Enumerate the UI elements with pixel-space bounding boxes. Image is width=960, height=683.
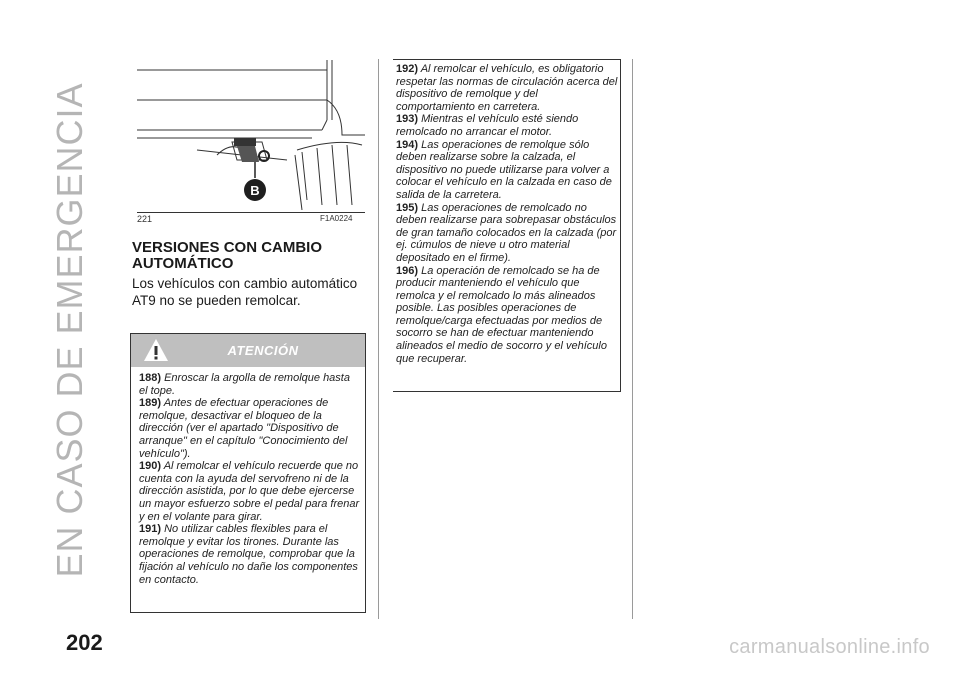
chapter-side-title: EN CASO DE EMERGENCIA [49, 82, 90, 578]
figure-number: 221 [137, 214, 153, 224]
warning-note-191: 191) No utilizar cables flexibles para el remolque y evitar los tirones. Durante las operaciones de remolque, comprobar que la fijación al vehículo no dañe los componentes en contacto. [139, 523, 358, 586]
warning-box [130, 333, 366, 613]
figure-code: F1A0224 [320, 214, 353, 223]
warning-note-190: 190) Al remolcar el vehículo recuerde que no cuenta con la ayuda del servofreno ni de la dirección asistida, por lo que debe ejercerse un mayor esfuerzo sobre el pedal para frenar y en el volante para girar. [139, 460, 360, 523]
figure-caption-rule [137, 212, 365, 213]
warning-continued-notes [393, 60, 620, 365]
warning-note-194: 194) Las operaciones de remolque sólo deben realizarse sobre la calzada, el dispositivo no puede utilizarse para volver a colocar el vehículo en la calzada en caso de salida de la carretera. [396, 138, 612, 201]
warning-title: ATENCIÓN [227, 343, 299, 358]
warning-header [131, 334, 365, 367]
section-body: Los vehículos con cambio automático AT9 no se pueden remolcar. [132, 276, 358, 308]
watermark: carmanualsonline.info [729, 636, 930, 658]
figure-tow-hook-illustration [137, 60, 365, 210]
warning-note-192: 192) Al remolcar el vehículo, es obligatorio respetar las normas de circulación acerca del dispositivo de remolque y del comportamiento en carretera. [396, 63, 618, 113]
figure-callout-letter: B [250, 183, 260, 198]
column-divider-right [632, 59, 633, 619]
section-heading: VERSIONES CON CAMBIO AUTOMÁTICO [132, 239, 323, 272]
warning-note-195: 195) Las operaciones de remolcado no deben realizarse para sobrepasar obstáculos de gran tamaño colocados en la calzada (por ej. cúmulos de nieve u otro material depositado en el firme). [396, 201, 617, 264]
warning-notes [131, 367, 365, 586]
column-divider-left [378, 59, 379, 619]
warning-continued-box [393, 59, 621, 392]
page-number: 202 [66, 630, 103, 655]
warning-note-188: 188) Enroscar la argolla de remolque hasta el tope. [139, 372, 350, 397]
warning-note-193: 193) Mientras el vehículo esté siendo remolcado no arrancar el motor. [396, 113, 579, 138]
tow-hook-drawing [137, 60, 365, 210]
warning-note-189: 189) Antes de efectuar operaciones de remolque, desactivar el bloqueo de la dirección (ver el apartado "Dispositivo de arranque" en el capítulo "Conocimiento del vehículo"). [139, 397, 348, 460]
warning-note-196: 196) La operación de remolcado se ha de producir manteniendo el vehículo que remolca y el remolcado lo más alineados posible. Las posibles operaciones de remolque/carga efectuadas por medios de socorro se han de efectuar manteniendo alineados el medio de socorro y el vehículo que recuperar. [396, 264, 607, 365]
